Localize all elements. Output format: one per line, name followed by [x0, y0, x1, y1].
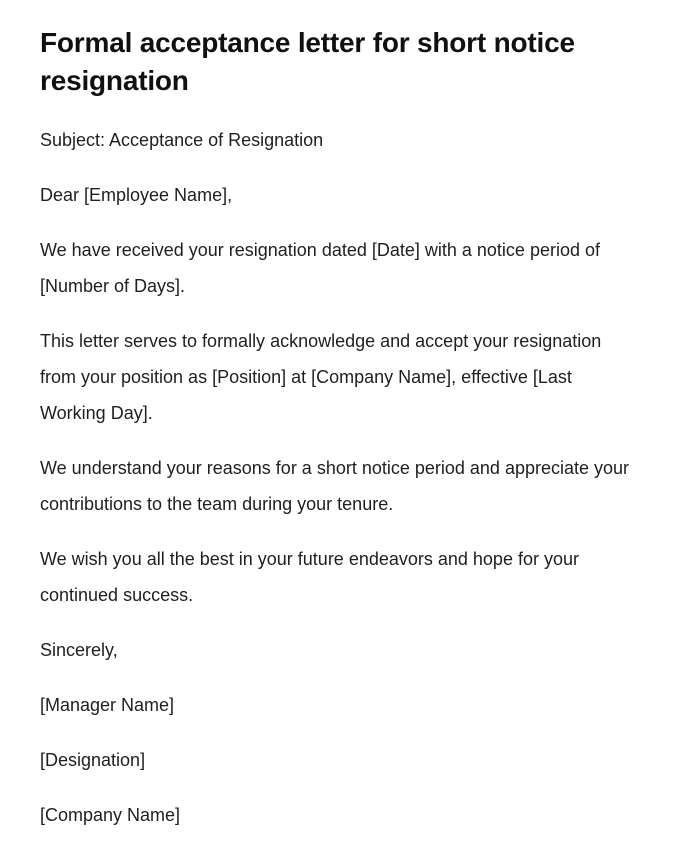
letter-subject-line: Subject: Acceptance of Resignation	[40, 130, 324, 150]
letter-paragraph-receipt: We have received your resignation dated [Date] with a notice period of [Number of Days].	[40, 240, 600, 296]
letter-salutation: Dear [Employee Name],	[40, 185, 233, 205]
signature-designation: [Designation]	[40, 750, 146, 770]
letter-closing: Sincerely,	[40, 640, 118, 660]
signature-company-name: [Company Name]	[40, 805, 181, 825]
signature-manager-name: [Manager Name]	[40, 695, 175, 715]
letter-paragraph-acceptance: This letter serves to formally acknowledge and accept your resignation from your position as [Position] at [Company Name], effective [Last Working Day].	[40, 331, 602, 423]
letter-body	[40, 100, 632, 833]
letter-paragraph-understanding: We understand your reasons for a short notice period and appreciate your contributions to the team during your tenure.	[40, 458, 630, 514]
letter-paragraph-wishes: We wish you all the best in your future endeavors and hope for your continued success.	[40, 549, 579, 605]
page-title: Formal acceptance letter for short notice resignation	[40, 27, 575, 96]
